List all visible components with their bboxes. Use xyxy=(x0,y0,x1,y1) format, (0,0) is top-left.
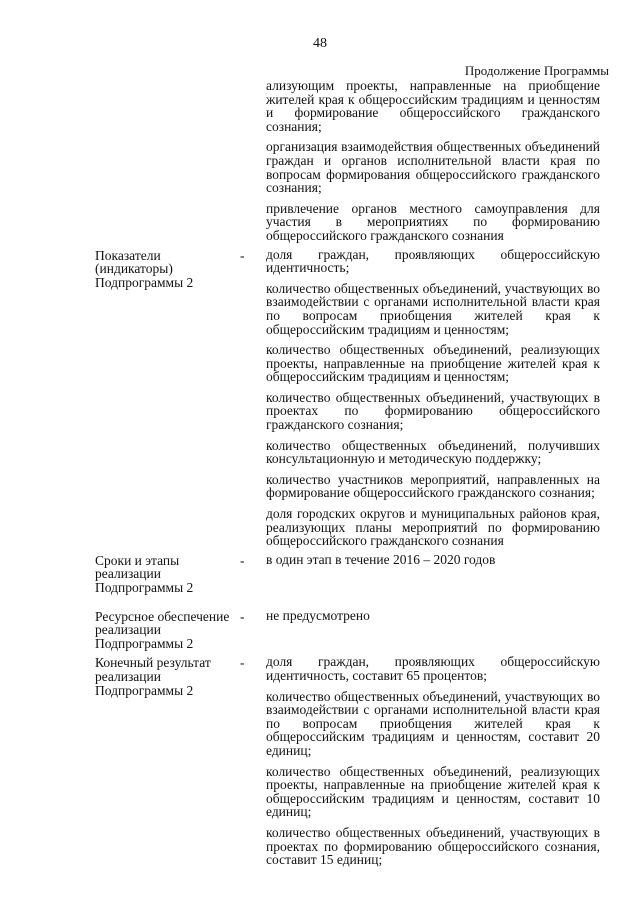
section-items xyxy=(266,553,600,567)
section-dash: - xyxy=(240,247,245,263)
section-item: количество общественных объединений, реализующих проекты, направленные на приобщение жителей края к общероссийским традициям и ценностям, составит 10 единиц; xyxy=(266,763,600,820)
section-final-result xyxy=(95,655,615,866)
section-item: доля граждан, проявляющих общероссийскую идентичность, составит 65 процентов; xyxy=(266,654,600,683)
section-item: количество участников мероприятий, направленных на формирование общероссийского гражданского сознания; xyxy=(266,471,600,501)
section-tasks-continued xyxy=(95,79,615,243)
section-item: ализующим проекты, направленные на приобщение жителей края к общероссийским традициям и ценностям и формирование общероссийского гражданского сознания; xyxy=(266,78,600,134)
section-label: Ресурсное обеспечение реализации Подпрограммы 2 xyxy=(95,608,230,651)
section-item: доля городских округов и муниципальных районов края, реализующих планы мероприятий по формированию общероссийского гражданского сознания xyxy=(266,506,600,549)
section-items xyxy=(266,79,600,243)
section-item: количество общественных объединений, участвующих во взаимодействии с органами исполнительной власти края по вопросам приобщения жителей края к общероссийским традициям и ценностям, составит 20 единиц; xyxy=(266,688,600,758)
section-items xyxy=(266,248,600,548)
program-passport-table xyxy=(95,79,615,867)
section-resources xyxy=(95,609,615,651)
section-item: количество общественных объединений, участвующих в проектах по формированию общероссийского гражданского сознания; xyxy=(266,389,600,433)
section-dash: - xyxy=(240,608,245,624)
section-dash: - xyxy=(240,552,245,568)
section-indicators xyxy=(95,248,615,548)
section-label: Показатели (индикаторы) Подпрограммы 2 xyxy=(95,247,194,290)
section-items xyxy=(266,609,600,623)
section-item: в один этап в течение 2016 – 2020 годов xyxy=(266,551,496,567)
section-item: не предусмотрено xyxy=(266,607,370,623)
section-item: количество общественных объединений, реализующих проекты, направленные на приобщение жителей края к общероссийским традициям и ценностям; xyxy=(266,342,600,385)
page-number: 48 xyxy=(313,36,327,51)
section-item: количество общественных объединений, участвующих во взаимодействии с органами исполнительной власти края по вопросам приобщения жителей края к общероссийским традициям и ценностям; xyxy=(266,280,600,337)
section-label: Сроки и этапы реализации Подпрограммы 2 xyxy=(95,552,194,595)
continuation-caption: Продолжение Программы xyxy=(464,63,609,78)
section-timing xyxy=(95,553,615,595)
section-items xyxy=(266,655,600,866)
section-label: Конечный результат реализации Подпрограммы 2 xyxy=(95,655,211,698)
section-item: привлечение органов местного самоуправления для участия в мероприятиях по формированию общероссийского гражданского сознания xyxy=(266,200,600,243)
section-item: количество общественных объединений, получивших консультационную и методическую поддержку; xyxy=(266,437,600,467)
section-item: доля граждан, проявляющих общероссийскую идентичность; xyxy=(266,246,600,276)
section-item: организация взаимодействия общественных объединений граждан и органов исполнительной власти края по вопросам формирования общероссийского гражданского сознания; xyxy=(266,139,600,196)
section-dash: - xyxy=(240,655,245,671)
section-item: количество общественных объединений, участвующих в проектах по формированию общероссийского сознания, составит 15 единиц; xyxy=(266,824,600,868)
